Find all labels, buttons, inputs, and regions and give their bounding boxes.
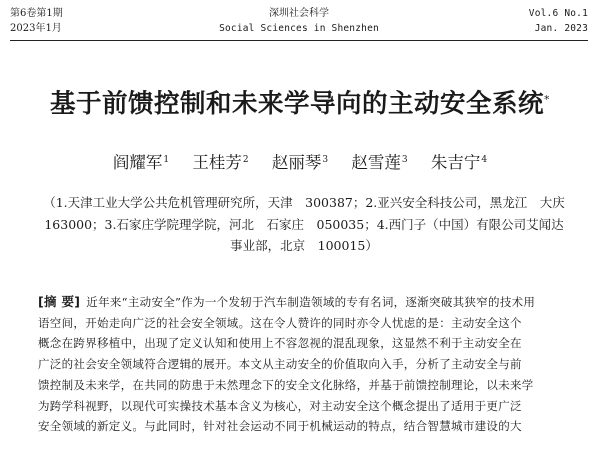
author <box>351 153 407 172</box>
author <box>192 153 248 172</box>
abstract-line: 广泛的社会安全领域符合逻辑的展开。本文从主动安全的价值取向入手，分析了主动安全与前 <box>38 357 522 372</box>
title-footnote-mark: * <box>544 93 550 106</box>
running-header <box>10 6 588 41</box>
article-title-text: 基于前馈控制和未来学导向的主动安全系统 <box>49 89 544 119</box>
author-name: 朱吉宁 <box>430 153 481 172</box>
abstract-line: 安全领域的新定义。与此同时，针对社会运动不同于机械运动的特点，结合智慧城市建设的大 <box>38 419 522 434</box>
affiliations <box>40 192 568 257</box>
author-name: 赵雪莲 <box>351 153 401 172</box>
article-title <box>0 88 600 120</box>
abstract-line <box>38 292 570 313</box>
author <box>272 153 328 172</box>
author-affil-mark: 3 <box>401 155 408 165</box>
journal-info <box>10 6 588 36</box>
author-name: 赵丽琴 <box>271 153 322 172</box>
issue-cn: 第6卷第1期 <box>10 8 63 19</box>
abstract <box>38 292 570 437</box>
date-cn: 2023年1月 <box>10 23 62 34</box>
journal-name-cn: 深圳社会科学 <box>269 8 329 19</box>
abstract-text: 近年来“主动安全”作为一个发轫于汽车制造领域的专有名词，逐渐突破其狭窄的技术用 <box>86 295 536 309</box>
author <box>113 153 169 172</box>
abstract-line: 概念在跨界移植中，出现了定义认知和使用上不容忽视的混乱现象，这显然不利于主动安全在 <box>38 336 522 351</box>
author-affil-mark: 1 <box>163 155 170 165</box>
date-en: Jan. 2023 <box>534 23 588 34</box>
abstract-line: 为跨学科视野，以现代可实操技术基本含义为核心，对主动安全这个概念提出了适用于更广泛 <box>38 398 522 413</box>
author-list <box>0 152 600 174</box>
author-name: 阎耀军 <box>112 153 163 172</box>
author-affil-mark: 3 <box>322 155 329 165</box>
abstract-label: [摘 要] <box>38 294 81 309</box>
volume-en: Vol.6 No.1 <box>528 8 588 19</box>
author-affil-mark: 4 <box>481 155 488 165</box>
author-name: 王桂芳 <box>192 153 242 172</box>
affiliation-line: 事业部，北京 100015） <box>230 238 378 253</box>
volume-info <box>529 6 588 36</box>
abstract-line: 馈控制及未来学，在共同的防患于未然理念下的安全文化脉络，并基于前馈控制理论，以未来学 <box>38 377 534 392</box>
author-affil-mark: 2 <box>242 155 249 165</box>
abstract-line: 语空间，开始走向广泛的社会安全领域。这在令人赞许的同时亦令人忧虑的是：主动安全这个 <box>38 315 522 330</box>
journal-name-en: Social Sciences in Shenzhen <box>219 23 379 34</box>
affiliation-line: （1.天津工业大学公共危机管理研究所，天津 300387；2.亚兴安全科技公司，黑龙江 大庆 <box>43 195 565 210</box>
author <box>431 153 487 172</box>
affiliation-line: 163000；3.石家庄学院理学院，河北 石家庄 050035；4.西门子（中国）有限公司艾闻达 <box>44 216 564 232</box>
